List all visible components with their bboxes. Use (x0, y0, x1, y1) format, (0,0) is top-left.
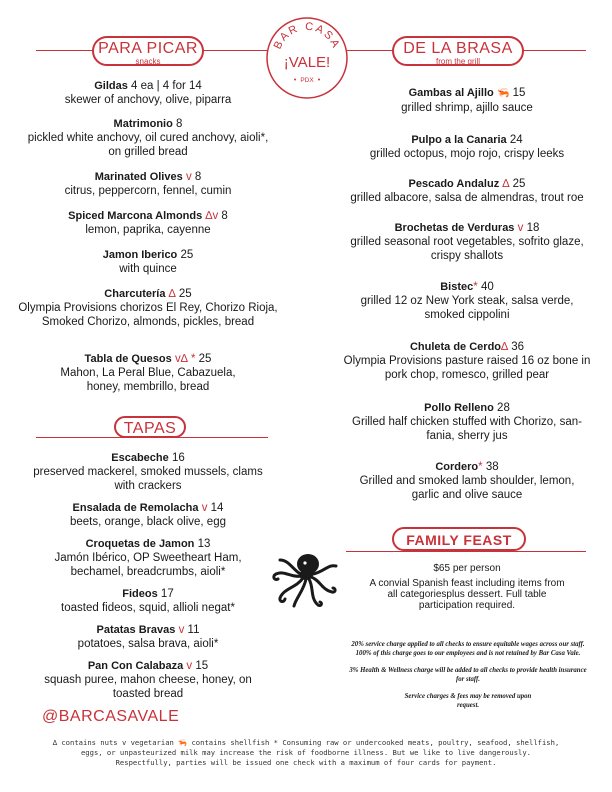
para-picar-subtitle: snacks (135, 57, 161, 66)
menu-item: Croquetas de Jamon 13 Jamón Ibérico, OP Sweetheart Ham, bechamel, breadcrumbs, aioli* (54, 538, 242, 578)
service-charge-note: 20% service charge applied to all checks to ensure equitable wages across our staff. 100% of this charge goes to our employees and is not retained by Bar Casa Vale. (351, 641, 585, 657)
menu-item: Spiced Marcona Almonds ∆v 8 lemon, paprika, cayenne (68, 210, 228, 236)
tapas-title: TAPAS (123, 420, 177, 437)
legend-line-2: eggs, or unpasteurized milk may increase the risk of foodborne illness. But we like to live dangerously. (80, 748, 532, 757)
legend-line-1: ∆ contains nuts v vegetarian 🦐 contains shellfish * Consuming raw or undercooked meats, poultry, seafood, shellfish, (52, 738, 560, 747)
para-picar-header (92, 36, 204, 66)
logo-name-main: ¡VALE! (283, 54, 331, 71)
family-feast-header (392, 527, 526, 551)
de-la-brasa-header (392, 36, 524, 66)
instagram-handle: @BARCASAVALE (42, 708, 180, 725)
de-la-brasa-title: DE LA BRASA (403, 40, 513, 57)
menu-item: Matrimonio 8 pickled white anchovy, oil cured anchovy, aioli*, on grilled bread (27, 118, 269, 158)
menu-item: Brochetas de Verduras v 18 grilled seasonal root vegetables, sofrito glaze, crispy shallots (350, 222, 584, 262)
menu-item: Cordero* 38 Grilled and smoked lamb shoulder, lemon, garlic and olive sauce (359, 461, 575, 501)
menu-item: Pan Con Calabaza v 15 squash puree, mahon cheese, honey, on toasted bread (44, 660, 252, 700)
menu-item: Ensalada de Remolacha v 14 beets, orange, black olive, egg (70, 502, 226, 528)
shellfish-icon: 🦐 (496, 88, 510, 99)
menu-item: Fideos 17 toasted fideos, squid, allioli negat* (61, 588, 235, 614)
menu-item: Pescado Andaluz ∆ 25 grilled albacore, salsa de almendras, trout roe (350, 178, 584, 204)
health-charge-note: 3% Health & Wellness charge will be added to all checks to provide health insurance for staff. (349, 667, 587, 683)
menu-item: Marinated Olives v 8 citrus, peppercorn, fennel, cumin (64, 171, 232, 197)
legend-line-3: Respectfully, parties will be issued one check with a maximum of four cards for payment. (115, 758, 497, 767)
family-feast-title: FAMILY FEAST (406, 532, 512, 548)
para-picar-title: PARA PICAR (98, 40, 198, 57)
menu-item: Patatas Bravas v 11 potatoes, salsa brava, aioli* (77, 624, 219, 650)
menu-item: Bistec* 40 grilled 12 oz New York steak, salsa verde, smoked cippolini (360, 281, 574, 321)
service-notes (346, 640, 590, 718)
menu-item: Escabeche 16 preserved mackerel, smoked mussels, clams with crackers (33, 452, 263, 492)
menu-item: Gambas al Ajillo 🦐 15 grilled shrimp, ajillo sauce (401, 87, 533, 114)
menu-item: Pulpo a la Canaria 24 grilled octopus, mojo rojo, crispy leeks (369, 134, 565, 160)
family-feast-rule (346, 551, 586, 552)
de-la-brasa-subtitle: from the grill (435, 57, 480, 66)
octopus-illustration (270, 548, 340, 610)
family-feast-desc: A convial Spanish feast including items from all categoriesplus dessert. Full table participation required. (369, 578, 565, 611)
menu-item: Pollo Relleno 28 Grilled half chicken stuffed with Chorizo, san-fania, sherry jus (352, 402, 582, 442)
logo-name-top: BAR CASA (271, 20, 343, 52)
logo-location: PDX (300, 77, 314, 84)
menu-item: Tabla de Quesos v∆ * 25 Mahon, La Peral Blue, Cabazuela, honey, membrillo, bread (60, 353, 236, 393)
menu-item: Jamon Iberico 25 with quince (102, 249, 194, 275)
menu-item: Gildas 4 ea | 4 for 14 skewer of anchovy, olive, piparra (64, 80, 232, 106)
tapas-header (114, 416, 186, 438)
removal-note: Service charges & fees may be removed upon request. (404, 693, 532, 709)
allergen-legend (10, 738, 602, 768)
menu-item: Chuleta de Cerdo∆ 36 Olympia Provisions pasture raised 16 oz bone in pork chop, romesco, grilled pear (343, 341, 591, 381)
menu-item: Charcutería ∆ 25 Olympia Provisions chorizos El Rey, Chorizo Rioja, Smoked Chorizo, almonds, pickles, bread (18, 288, 278, 328)
family-feast-price: $65 per person (433, 563, 501, 574)
